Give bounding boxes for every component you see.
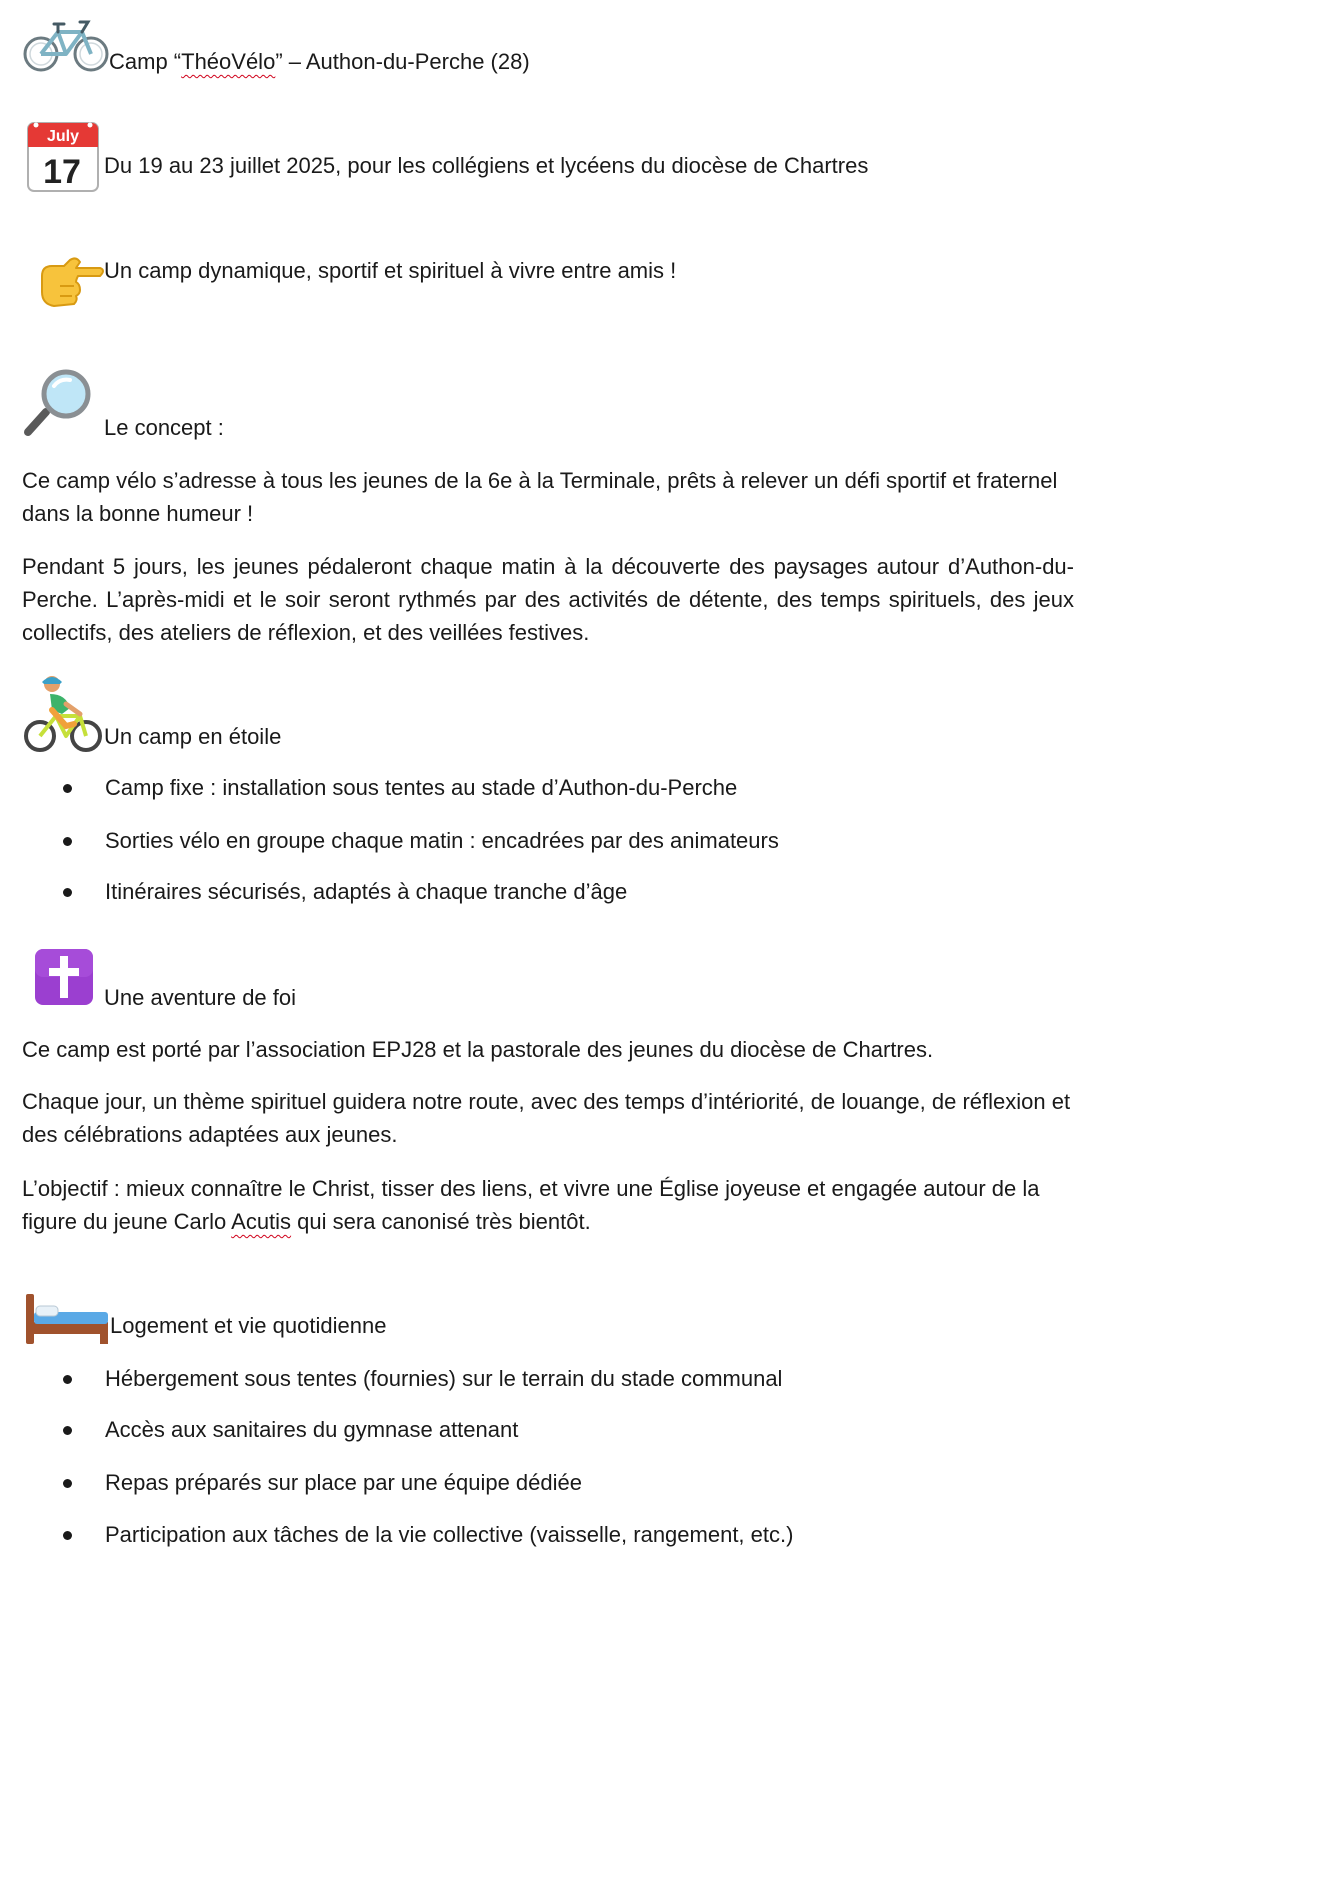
title-prefix: Camp “ (109, 49, 182, 74)
tagline: Un camp dynamique, sportif et spirituel à vivre entre amis ! (104, 258, 677, 283)
list-item-text: Hébergement sous tentes (fournies) sur le terrain du stade communal (105, 1366, 783, 1391)
foi-heading: Une aventure de foi (104, 985, 297, 1010)
bullet-dot (63, 784, 72, 793)
date-text: Du 19 au 23 juillet 2025, pour les collégiens et lycéens du diocèse de Chartres (104, 153, 869, 178)
concept-paragraph-1: Ce camp vélo s’adresse à tous les jeunes de la 6e à la Terminale, prêts à relever un défi sportif et fraternel dans la bonne humeur ! (22, 468, 1058, 526)
bullet-dot (63, 1479, 72, 1488)
calendar-month: July (46, 128, 80, 145)
foi-paragraph-3-end: qui sera canonisé très bientôt. (291, 1209, 591, 1234)
cyclist-icon (22, 674, 104, 756)
foi-paragraph-3-start: L’objectif : mieux connaître le Christ, tisser des liens, et vivre une Église joyeuse et engagée autour de la figure du jeune Carlo (22, 1176, 1040, 1234)
foi-paragraph-3 (22, 1172, 1074, 1238)
bed-icon (24, 1292, 110, 1346)
page-title (109, 45, 530, 78)
bullet-dot (63, 1531, 72, 1540)
foi-paragraph-1: Ce camp est porté par l’association EPJ28 et la pastorale des jeunes du diocèse de Chartres. (22, 1037, 934, 1062)
pointing-hand-icon (36, 252, 106, 310)
bicycle-icon (22, 12, 110, 76)
bullet-dot (63, 888, 72, 897)
title-suffix: ” – Authon-du-Perche (28) (275, 49, 530, 74)
foi-paragraph-2: Chaque jour, un thème spirituel guidera notre route, avec des temps d’intériorité, de louange, de réflexion et des célébrations adaptées aux jeunes. (22, 1089, 1071, 1147)
calendar-icon (26, 119, 100, 193)
calendar-day: 17 (43, 153, 81, 191)
list-item-text: Repas préparés sur place par une équipe dédiée (105, 1470, 582, 1495)
concept-paragraph-2: Pendant 5 jours, les jeunes pédaleront chaque matin à la découverte des paysages autour d’Authon-du-Perche. L’après-midi et le soir seront rythmés par des activités de détente, des temps spirituels, des jeux collectifs, des ateliers de réflexion, et des veillées festives. (22, 554, 1074, 645)
latin-cross-icon (34, 948, 94, 1006)
bullet-dot (63, 837, 72, 846)
bullet-dot (63, 1375, 72, 1384)
list-item-text: Accès aux sanitaires du gymnase attenant (105, 1417, 519, 1442)
bullet-dot (63, 1426, 72, 1435)
list-item-text: Itinéraires sécurisés, adaptés à chaque tranche d’âge (105, 879, 628, 904)
camp-name: ThéoVélo (181, 49, 276, 74)
logement-heading: Logement et vie quotidienne (110, 1313, 387, 1338)
concept-heading: Le concept : (104, 415, 224, 440)
magnifying-glass-icon (22, 368, 94, 440)
list-item-text: Camp fixe : installation sous tentes au stade d’Authon-du-Perche (105, 775, 738, 800)
carlo-acutis-name: Acutis (231, 1209, 292, 1234)
list-item-text: Sorties vélo en groupe chaque matin : encadrées par des animateurs (105, 828, 779, 853)
etoile-heading: Un camp en étoile (104, 724, 282, 749)
list-item-text: Participation aux tâches de la vie collective (vaisselle, rangement, etc.) (105, 1522, 794, 1547)
